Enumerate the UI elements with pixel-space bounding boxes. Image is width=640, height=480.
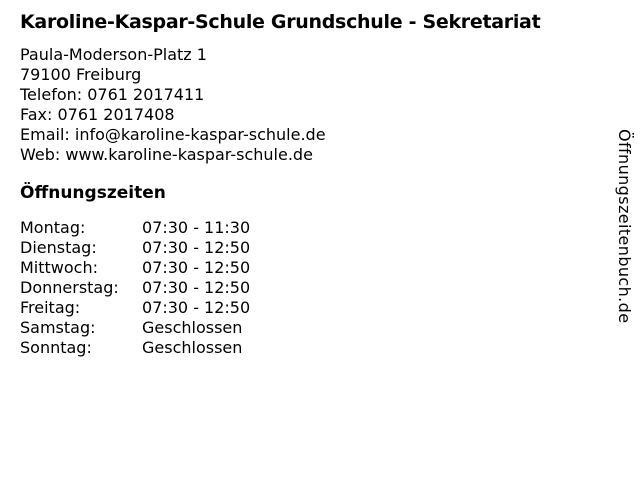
address-city: 79100 Freiburg bbox=[20, 65, 142, 84]
day-label: Samstag: bbox=[20, 318, 96, 337]
day-label: Dienstag: bbox=[20, 238, 97, 257]
day-label: Mittwoch: bbox=[20, 258, 98, 277]
day-label: Freitag: bbox=[20, 298, 81, 317]
time-value: 07:30 - 12:50 bbox=[142, 298, 251, 317]
phone-value: 0761 2017411 bbox=[87, 85, 205, 104]
phone-label: Telefon: bbox=[20, 85, 83, 104]
day-label: Donnerstag: bbox=[20, 278, 119, 297]
web-line bbox=[20, 145, 600, 165]
hours-row-monday bbox=[20, 218, 600, 238]
fax-line bbox=[20, 105, 600, 125]
opening-hours-table bbox=[20, 218, 600, 358]
email-line bbox=[20, 125, 600, 145]
fax-label: Fax: bbox=[20, 105, 53, 124]
web-value: www.karoline-kaspar-schule.de bbox=[65, 145, 313, 164]
email-label: Email: bbox=[20, 125, 70, 144]
address-street: Paula-Moderson-Platz 1 bbox=[20, 45, 207, 64]
time-value: 07:30 - 12:50 bbox=[142, 278, 251, 297]
time-value: 07:30 - 12:50 bbox=[142, 258, 251, 277]
hours-row-sunday bbox=[20, 338, 600, 358]
day-label: Montag: bbox=[20, 218, 86, 237]
hours-row-tuesday bbox=[20, 238, 600, 258]
phone-line bbox=[20, 85, 600, 105]
fax-value: 0761 2017408 bbox=[57, 105, 175, 124]
opening-hours-heading: Öffnungszeiten bbox=[20, 183, 166, 203]
time-value: 07:30 - 11:30 bbox=[142, 218, 251, 237]
watermark-text: Öffnungszeitenbuch.de bbox=[615, 129, 634, 324]
hours-row-thursday bbox=[20, 278, 600, 298]
contact-block bbox=[20, 45, 600, 165]
time-value: Geschlossen bbox=[142, 318, 243, 337]
hours-row-saturday bbox=[20, 318, 600, 338]
time-value: 07:30 - 12:50 bbox=[142, 238, 251, 257]
day-label: Sonntag: bbox=[20, 338, 92, 357]
web-label: Web: bbox=[20, 145, 61, 164]
hours-row-wednesday bbox=[20, 258, 600, 278]
time-value: Geschlossen bbox=[142, 338, 243, 357]
page-title: Karoline-Kaspar-Schule Grundschule - Sekretariat bbox=[20, 11, 541, 33]
email-value: info@karoline-kaspar-schule.de bbox=[74, 125, 326, 144]
hours-row-friday bbox=[20, 298, 600, 318]
